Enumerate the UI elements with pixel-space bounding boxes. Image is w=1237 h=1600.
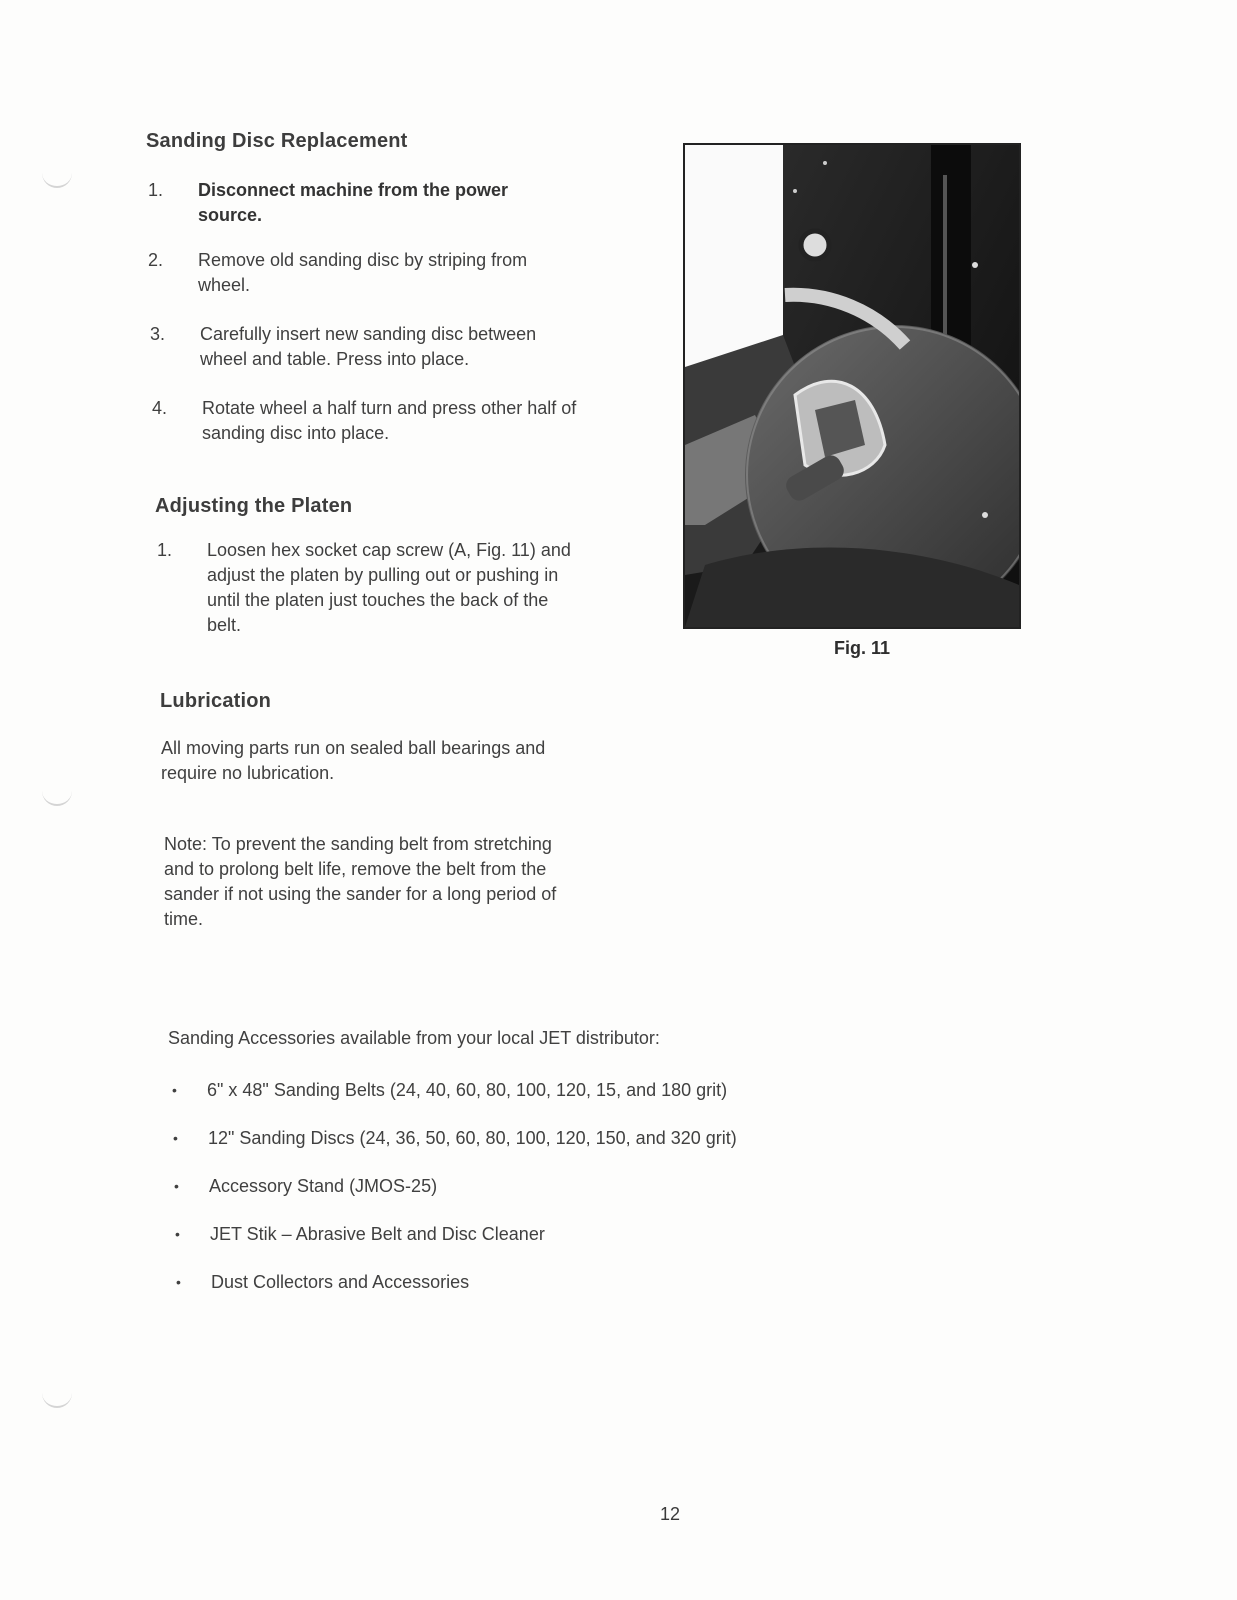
accessory-item: • 6" x 48" Sanding Belts (24, 40, 60, 80, 100, 120, 15, and 180 grit) [172,1078,792,1104]
adjusting-platen-heading: Adjusting the Platen [155,495,353,517]
binder-hole-mark [42,790,72,806]
accessory-item: • Accessory Stand (JMOS-25) [174,1174,794,1200]
lubrication-text: All moving parts run on sealed ball bearings and require no lubrication. [161,738,546,783]
binder-hole-mark [42,172,72,188]
platen-step-1 [157,538,627,642]
figure-caption: Fig. 11 [834,638,891,658]
accessory-item: • JET Stik – Abrasive Belt and Disc Cleaner [175,1222,795,1248]
bullet-icon: • [172,1082,177,1098]
disc-step-2 [148,248,608,300]
bullet-icon: • [175,1226,180,1242]
step-text: Loosen hex socket cap screw (A, Fig. 11) and adjust the platen by pulling out or pushing in until the platen just touches the back of the belt. [207,540,571,635]
lubrication-heading: Lubrication [160,690,272,712]
step-text: Carefully insert new sanding disc between wheel and table. Press into place. [200,324,537,369]
disc-step-1 [148,178,608,230]
disc-step-3 [150,322,610,374]
bullet-icon: • [174,1178,179,1194]
disc-step-4 [152,396,632,448]
bullet-icon: • [173,1130,178,1146]
step-text: Remove old sanding disc by striping from wheel. [198,250,528,295]
sanding-disc-heading: Sanding Disc Replacement [146,130,408,152]
step-number: 4. [152,398,168,418]
step-number: 3. [150,324,166,344]
step-text: Disconnect machine from the power source. [198,180,509,225]
accessories-intro: Sanding Accessories available from your local JET distributor: [168,1028,660,1048]
binder-hole-mark [42,1392,72,1408]
step-number: 1. [148,180,164,200]
accessory-item: • 12" Sanding Discs (24, 36, 50, 60, 80, 100, 120, 150, and 320 grit) [173,1126,793,1152]
step-number: 2. [148,250,164,270]
step-number: 1. [157,540,173,560]
bullet-icon: • [176,1274,181,1290]
figure-11-photo [683,143,1021,629]
page-number: 12 [660,1504,681,1524]
step-text: Rotate wheel a half turn and press other half of sanding disc into place. [202,398,577,443]
accessory-item: • Dust Collectors and Accessories [176,1270,796,1296]
sander-photo-illustration [685,145,1019,627]
note-text: Note: To prevent the sanding belt from stretching and to prolong belt life, remove the belt from the sander if not using the sander for a long period of time. [164,834,557,929]
